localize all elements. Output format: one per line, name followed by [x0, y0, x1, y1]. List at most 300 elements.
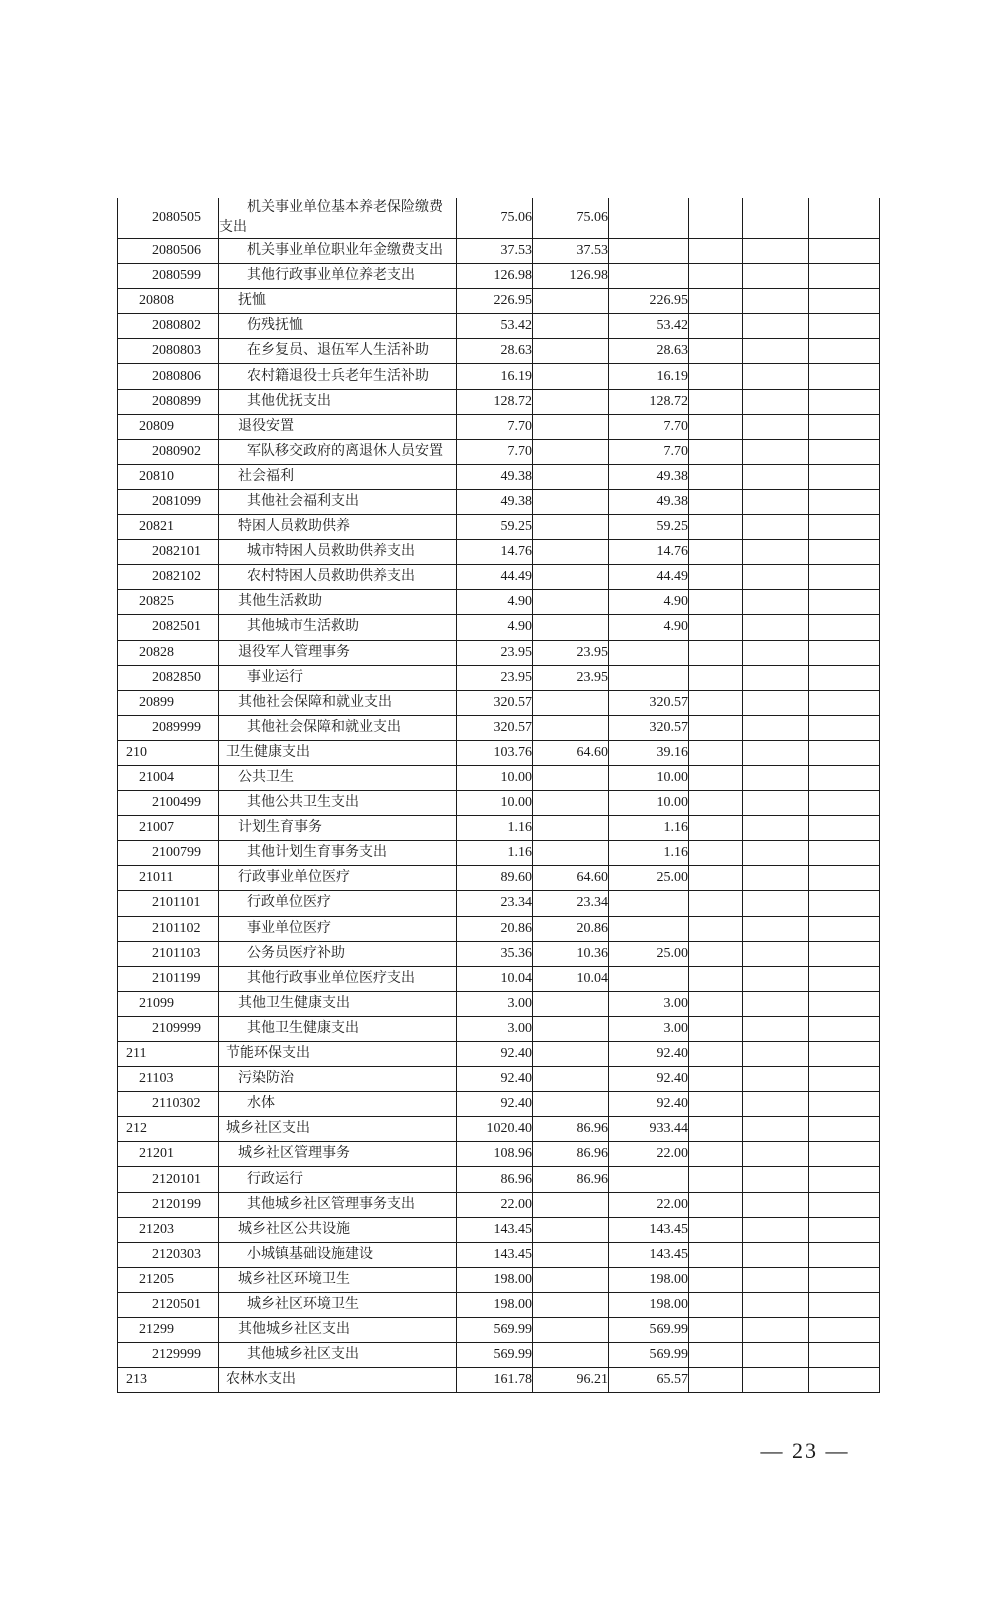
cell-amount [533, 991, 609, 1016]
cell-name: 节能环保支出 [219, 1042, 457, 1067]
cell-amount [609, 665, 689, 690]
cell-amount: 3.00 [609, 991, 689, 1016]
cell-amount: 20.86 [533, 916, 609, 941]
cell-name: 城乡社区公共设施 [219, 1217, 457, 1242]
cell-amount [533, 715, 609, 740]
cell-name: 农村籍退役士兵老年生活补助 [219, 364, 457, 389]
cell-amount [809, 1042, 880, 1067]
cell-amount [743, 765, 809, 790]
cell-amount: 10.00 [457, 791, 533, 816]
cell-amount: 198.00 [609, 1267, 689, 1292]
cell-amount [533, 289, 609, 314]
cell-amount [689, 715, 743, 740]
cell-amount [609, 891, 689, 916]
cell-amount [809, 991, 880, 1016]
cell-amount [809, 590, 880, 615]
cell-amount [743, 198, 809, 239]
cell-amount: 198.00 [457, 1267, 533, 1292]
cell-amount: 569.99 [457, 1343, 533, 1368]
budget-table-body [118, 198, 880, 1393]
cell-amount: 4.90 [457, 590, 533, 615]
cell-amount: 226.95 [609, 289, 689, 314]
cell-amount [809, 866, 880, 891]
cell-amount: 59.25 [457, 515, 533, 540]
table-row [118, 615, 880, 640]
cell-amount: 92.40 [609, 1092, 689, 1117]
cell-amount [743, 1242, 809, 1267]
table-row [118, 966, 880, 991]
cell-code: 2120199 [118, 1192, 219, 1217]
cell-amount: 7.70 [457, 414, 533, 439]
cell-amount: 23.34 [457, 891, 533, 916]
cell-name: 其他社会福利支出 [219, 489, 457, 514]
cell-amount [689, 1192, 743, 1217]
cell-amount: 64.60 [533, 740, 609, 765]
cell-amount: 4.90 [457, 615, 533, 640]
cell-amount: 44.49 [457, 565, 533, 590]
page-number: — 23 — [760, 1438, 850, 1463]
cell-amount [689, 198, 743, 239]
cell-name: 其他计划生育事务支出 [219, 841, 457, 866]
cell-amount [743, 439, 809, 464]
cell-code: 2080902 [118, 439, 219, 464]
cell-code: 21203 [118, 1217, 219, 1242]
cell-amount [689, 289, 743, 314]
cell-amount [809, 1192, 880, 1217]
cell-amount: 23.95 [533, 665, 609, 690]
cell-amount: 64.60 [533, 866, 609, 891]
cell-code: 2101102 [118, 916, 219, 941]
cell-amount [809, 1016, 880, 1041]
table-row [118, 916, 880, 941]
cell-amount [809, 690, 880, 715]
cell-amount [533, 765, 609, 790]
cell-name: 农林水支出 [219, 1368, 457, 1393]
cell-name: 其他社会保障和就业支出 [219, 715, 457, 740]
cell-amount: 1020.40 [457, 1117, 533, 1142]
cell-amount: 16.19 [457, 364, 533, 389]
cell-name: 军队移交政府的离退休人员安置 [219, 439, 457, 464]
cell-amount: 28.63 [457, 339, 533, 364]
cell-amount: 75.06 [533, 198, 609, 239]
cell-name: 行政运行 [219, 1167, 457, 1192]
cell-amount [689, 941, 743, 966]
cell-name: 水体 [219, 1092, 457, 1117]
table-row [118, 515, 880, 540]
table-row [118, 1042, 880, 1067]
cell-amount [809, 198, 880, 239]
table-row [118, 1092, 880, 1117]
table-row [118, 941, 880, 966]
cell-amount [809, 1067, 880, 1092]
cell-code: 2120303 [118, 1242, 219, 1267]
cell-amount [689, 1267, 743, 1292]
cell-name: 污染防治 [219, 1067, 457, 1092]
cell-code: 2100499 [118, 791, 219, 816]
cell-amount: 161.78 [457, 1368, 533, 1393]
cell-amount: 92.40 [609, 1042, 689, 1067]
table-row [118, 1067, 880, 1092]
cell-amount: 3.00 [457, 991, 533, 1016]
cell-amount [809, 916, 880, 941]
cell-code: 21201 [118, 1142, 219, 1167]
cell-code: 2101101 [118, 891, 219, 916]
cell-amount [809, 615, 880, 640]
cell-amount [533, 1217, 609, 1242]
cell-amount [809, 1142, 880, 1167]
cell-amount: 7.70 [457, 439, 533, 464]
cell-amount [743, 489, 809, 514]
cell-amount [689, 1092, 743, 1117]
cell-amount: 128.72 [457, 389, 533, 414]
cell-amount: 53.42 [457, 314, 533, 339]
cell-code: 21011 [118, 866, 219, 891]
cell-amount: 10.04 [533, 966, 609, 991]
cell-amount [533, 1067, 609, 1092]
table-row [118, 289, 880, 314]
table-row [118, 264, 880, 289]
cell-amount [743, 1267, 809, 1292]
cell-code: 2109999 [118, 1016, 219, 1041]
cell-code: 2100799 [118, 841, 219, 866]
table-row [118, 1217, 880, 1242]
cell-code: 2080899 [118, 389, 219, 414]
cell-amount [809, 1167, 880, 1192]
cell-name: 机关事业单位基本养老保险缴费支出 [219, 198, 457, 239]
cell-amount [743, 264, 809, 289]
cell-amount [743, 1016, 809, 1041]
cell-amount [809, 841, 880, 866]
cell-amount: 14.76 [609, 540, 689, 565]
cell-amount [809, 289, 880, 314]
table-row [118, 439, 880, 464]
cell-amount [533, 690, 609, 715]
cell-amount [609, 1167, 689, 1192]
cell-amount [743, 615, 809, 640]
cell-amount [689, 665, 743, 690]
cell-amount [809, 565, 880, 590]
cell-code: 2080505 [118, 198, 219, 239]
cell-amount: 20.86 [457, 916, 533, 941]
cell-amount [809, 1117, 880, 1142]
cell-amount [689, 1343, 743, 1368]
cell-code: 211 [118, 1042, 219, 1067]
cell-amount [689, 740, 743, 765]
cell-name: 其他公共卫生支出 [219, 791, 457, 816]
cell-amount [689, 590, 743, 615]
cell-amount [609, 640, 689, 665]
cell-amount: 65.57 [609, 1368, 689, 1393]
cell-amount: 22.00 [609, 1192, 689, 1217]
cell-amount [533, 590, 609, 615]
cell-amount [609, 198, 689, 239]
cell-amount [743, 1343, 809, 1368]
cell-code: 20810 [118, 464, 219, 489]
cell-amount [809, 1318, 880, 1343]
cell-code: 2101199 [118, 966, 219, 991]
cell-amount [743, 1042, 809, 1067]
cell-amount [743, 565, 809, 590]
cell-amount [809, 389, 880, 414]
cell-amount [809, 464, 880, 489]
cell-amount [809, 1267, 880, 1292]
table-row [118, 640, 880, 665]
cell-amount [809, 239, 880, 264]
table-row [118, 565, 880, 590]
cell-amount: 49.38 [457, 489, 533, 514]
cell-amount [809, 540, 880, 565]
cell-amount: 10.00 [609, 765, 689, 790]
cell-code: 2081099 [118, 489, 219, 514]
cell-code: 2120101 [118, 1167, 219, 1192]
cell-amount [689, 464, 743, 489]
cell-amount [743, 1117, 809, 1142]
cell-amount [533, 791, 609, 816]
cell-amount: 23.95 [457, 665, 533, 690]
cell-name: 抚恤 [219, 289, 457, 314]
cell-amount [689, 615, 743, 640]
cell-name: 农村特困人员救助供养支出 [219, 565, 457, 590]
cell-amount: 92.40 [457, 1042, 533, 1067]
cell-amount: 320.57 [457, 690, 533, 715]
cell-amount [533, 1343, 609, 1368]
cell-amount: 23.95 [457, 640, 533, 665]
cell-name: 其他城乡社区支出 [219, 1318, 457, 1343]
cell-code: 2089999 [118, 715, 219, 740]
cell-code: 213 [118, 1368, 219, 1393]
cell-amount [689, 791, 743, 816]
cell-amount: 143.45 [457, 1217, 533, 1242]
cell-amount: 22.00 [609, 1142, 689, 1167]
cell-code: 20899 [118, 690, 219, 715]
cell-amount: 126.98 [457, 264, 533, 289]
cell-amount [743, 1067, 809, 1092]
cell-amount [743, 841, 809, 866]
cell-amount: 92.40 [457, 1067, 533, 1092]
cell-code: 2080599 [118, 264, 219, 289]
table-row [118, 1167, 880, 1192]
cell-amount: 86.96 [533, 1142, 609, 1167]
cell-code: 21103 [118, 1067, 219, 1092]
table-row [118, 816, 880, 841]
cell-code: 2082501 [118, 615, 219, 640]
cell-code: 210 [118, 740, 219, 765]
cell-amount: 198.00 [609, 1292, 689, 1317]
cell-amount [743, 515, 809, 540]
cell-amount [809, 364, 880, 389]
cell-code: 2082850 [118, 665, 219, 690]
cell-amount [809, 966, 880, 991]
table-row [118, 715, 880, 740]
cell-amount [533, 464, 609, 489]
cell-amount: 37.53 [533, 239, 609, 264]
table-row [118, 540, 880, 565]
cell-amount [743, 364, 809, 389]
cell-amount [689, 1242, 743, 1267]
cell-amount [809, 1092, 880, 1117]
cell-code: 20825 [118, 590, 219, 615]
cell-code: 2080506 [118, 239, 219, 264]
cell-amount [809, 791, 880, 816]
cell-amount: 7.70 [609, 439, 689, 464]
cell-amount [689, 339, 743, 364]
cell-amount [743, 640, 809, 665]
cell-amount: 320.57 [609, 690, 689, 715]
cell-amount [689, 389, 743, 414]
cell-code: 2110302 [118, 1092, 219, 1117]
cell-amount [533, 1192, 609, 1217]
cell-amount: 198.00 [457, 1292, 533, 1317]
cell-amount: 569.99 [457, 1318, 533, 1343]
cell-amount [689, 489, 743, 514]
cell-amount [743, 1217, 809, 1242]
cell-amount: 143.45 [609, 1217, 689, 1242]
cell-amount [689, 765, 743, 790]
cell-amount: 103.76 [457, 740, 533, 765]
table-row [118, 740, 880, 765]
budget-table [117, 198, 880, 1393]
cell-amount [533, 615, 609, 640]
cell-amount [533, 540, 609, 565]
cell-amount [689, 966, 743, 991]
cell-amount [689, 264, 743, 289]
cell-name: 特困人员救助供养 [219, 515, 457, 540]
table-row [118, 841, 880, 866]
cell-name: 其他优抚支出 [219, 389, 457, 414]
cell-name: 其他城乡社区支出 [219, 1343, 457, 1368]
cell-amount [533, 1318, 609, 1343]
table-row [118, 239, 880, 264]
cell-amount [743, 314, 809, 339]
cell-name: 行政单位医疗 [219, 891, 457, 916]
table-row [118, 866, 880, 891]
cell-amount [533, 489, 609, 514]
cell-amount [743, 665, 809, 690]
cell-amount [743, 389, 809, 414]
cell-amount [689, 891, 743, 916]
cell-amount [809, 640, 880, 665]
cell-amount: 14.76 [457, 540, 533, 565]
table-row [118, 1192, 880, 1217]
cell-amount [689, 690, 743, 715]
cell-amount: 25.00 [609, 941, 689, 966]
cell-amount [743, 339, 809, 364]
cell-amount [809, 891, 880, 916]
table-row [118, 1016, 880, 1041]
cell-amount [809, 314, 880, 339]
cell-amount [609, 264, 689, 289]
cell-amount: 53.42 [609, 314, 689, 339]
cell-amount [743, 1092, 809, 1117]
cell-amount: 49.38 [457, 464, 533, 489]
cell-amount [743, 289, 809, 314]
cell-amount [689, 364, 743, 389]
cell-amount: 96.21 [533, 1368, 609, 1393]
cell-amount: 22.00 [457, 1192, 533, 1217]
table-row [118, 414, 880, 439]
cell-amount [689, 239, 743, 264]
table-row [118, 339, 880, 364]
cell-amount: 1.16 [457, 841, 533, 866]
cell-name: 行政事业单位医疗 [219, 866, 457, 891]
cell-amount: 25.00 [609, 866, 689, 891]
cell-code: 21205 [118, 1267, 219, 1292]
cell-amount [689, 1042, 743, 1067]
cell-name: 公务员医疗补助 [219, 941, 457, 966]
cell-amount: 1.16 [457, 816, 533, 841]
cell-amount: 92.40 [457, 1092, 533, 1117]
cell-code: 212 [118, 1117, 219, 1142]
cell-name: 小城镇基础设施建设 [219, 1242, 457, 1267]
cell-amount [533, 1267, 609, 1292]
cell-amount: 86.96 [533, 1117, 609, 1142]
cell-amount [743, 816, 809, 841]
cell-amount [809, 715, 880, 740]
cell-amount [743, 866, 809, 891]
cell-name: 伤残抚恤 [219, 314, 457, 339]
cell-code: 21007 [118, 816, 219, 841]
cell-amount: 1.16 [609, 841, 689, 866]
cell-code: 2080802 [118, 314, 219, 339]
cell-amount: 108.96 [457, 1142, 533, 1167]
table-row [118, 791, 880, 816]
cell-amount [743, 414, 809, 439]
cell-amount [689, 1117, 743, 1142]
cell-amount [533, 314, 609, 339]
cell-amount [743, 891, 809, 916]
table-row [118, 1292, 880, 1317]
cell-amount [743, 1167, 809, 1192]
table-row [118, 765, 880, 790]
table-row [118, 364, 880, 389]
cell-amount [809, 264, 880, 289]
cell-amount [689, 1067, 743, 1092]
cell-amount: 128.72 [609, 389, 689, 414]
cell-code: 20821 [118, 515, 219, 540]
cell-code: 20828 [118, 640, 219, 665]
cell-amount [689, 1167, 743, 1192]
table-row [118, 891, 880, 916]
cell-name: 城乡社区环境卫生 [219, 1292, 457, 1317]
cell-amount: 569.99 [609, 1318, 689, 1343]
cell-amount: 49.38 [609, 464, 689, 489]
table-row [118, 314, 880, 339]
cell-amount [743, 690, 809, 715]
cell-code: 2101103 [118, 941, 219, 966]
cell-amount [689, 515, 743, 540]
cell-amount: 86.96 [533, 1167, 609, 1192]
cell-amount: 10.00 [609, 791, 689, 816]
cell-amount [743, 464, 809, 489]
cell-amount: 4.90 [609, 590, 689, 615]
table-row [118, 665, 880, 690]
cell-amount: 23.34 [533, 891, 609, 916]
cell-name: 社会福利 [219, 464, 457, 489]
cell-amount [689, 841, 743, 866]
cell-amount [809, 489, 880, 514]
cell-amount: 126.98 [533, 264, 609, 289]
cell-amount: 1.16 [609, 816, 689, 841]
cell-amount [689, 1292, 743, 1317]
cell-name: 其他城乡社区管理事务支出 [219, 1192, 457, 1217]
cell-code: 20809 [118, 414, 219, 439]
cell-amount: 933.44 [609, 1117, 689, 1142]
cell-name: 退役军人管理事务 [219, 640, 457, 665]
cell-amount [743, 966, 809, 991]
cell-name: 事业运行 [219, 665, 457, 690]
cell-name: 其他城市生活救助 [219, 615, 457, 640]
cell-amount [743, 1192, 809, 1217]
